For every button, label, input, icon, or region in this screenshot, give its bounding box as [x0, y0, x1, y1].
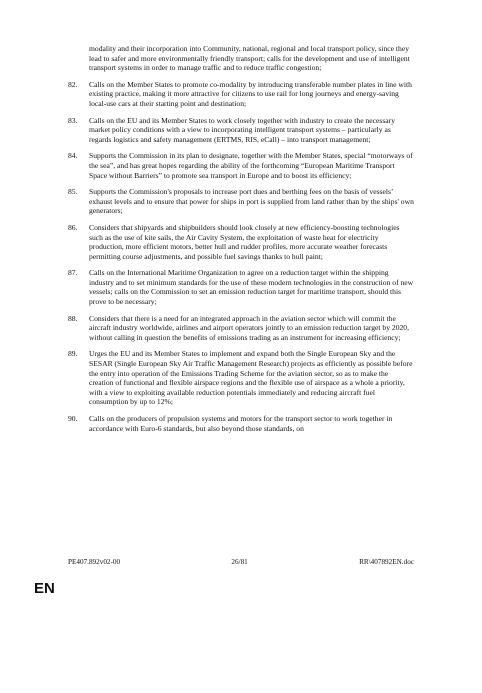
paragraph-88 — [68, 314, 414, 343]
paragraph-90 — [68, 414, 414, 433]
paragraph-text: Considers that there is a need for an integrated approach in the aviation sector which will commit the aircraft industry worldwide, airlines and airport operators jointly to an emission reduction target by 2020, without calling in question the benefits of emissions trading as an instrument for increasing efficiency; — [89, 313, 409, 342]
paragraph-number: 89. — [68, 349, 78, 359]
footer-page-number: 26/81 — [231, 558, 248, 566]
paragraph-number: 85. — [68, 187, 78, 197]
page-footer — [68, 558, 414, 567]
paragraph-text: Calls on the EU and its Member States to work closely together with industry to create the necessary market policy conditions with a view to incorporating intelligent transport systems – particularly as regards logistics and safety management (ERTMS, RIS, eCall) – into transport management; — [89, 115, 395, 144]
paragraph-text: Urges the EU and its Member States to implement and expand both the Single European Sky and the SESAR (Single European Sky Air Traffic Management Research) projects as efficiently as possible before the entry into operation of the Emissions Trading Scheme for the aviation sector, so as to make the creation of functional and flexible airspace regions and the flexible use of airspace as a whole a priority, with a view to exploiting available reduction potentials immediately and reducing aircraft fuel consumption by up to 12%; — [89, 349, 413, 407]
paragraph-number: 88. — [68, 313, 78, 323]
paragraph-text: Supports the Commission in its plan to designate, together with the Member States, special “motorways of the sea”, and has great hopes regarding the ability of the forthcoming “European Maritime Transport Space without Barriers” to promote sea transport in Europe and to boost its efficiency; — [89, 151, 413, 180]
document-body — [68, 44, 414, 440]
paragraph-83 — [68, 116, 414, 145]
paragraph-number: 87. — [68, 268, 78, 278]
intro-paragraph: modality and their incorporation into Community, national, regional and local transport policy, since they lead to safer and more environmentally friendly transport; calls for the development and use of intelligent transport systems in order to manage traffic and to reduce traffic congestion; — [89, 44, 410, 73]
paragraph-87 — [68, 268, 414, 306]
paragraph-number: 82. — [68, 79, 78, 89]
paragraph-text: Calls on the Member States to promote co-modality by introducing transferable number plates in line with existing practice, making it more attractive for citizens to use rail for long journeys and energy-saving local-use cars at their starting point and destination; — [89, 79, 412, 108]
footer-file-name: RR\407892EN.doc — [359, 558, 414, 566]
paragraph-number: 90. — [68, 414, 78, 423]
paragraph-84 — [68, 151, 414, 180]
footer-document-reference: PE407.892v02-00 — [68, 558, 121, 566]
paragraph-82 — [68, 80, 414, 109]
paragraph-text: Calls on the International Maritime Organization to agree on a reduction target within the shipping industry and to set minimum standards for the use of these modern technologies in the construction of new vessels; calls on the Commission to set an emission reduction target for maritime transport, should this prove to be necessary; — [89, 268, 414, 307]
paragraph-text: Supports the Commission's proposals to increase port dues and berthing fees on the basis of vessels’ exhaust levels and to ensure that power for ships in port is supplied from land rather than by the ships' own generators; — [89, 187, 414, 216]
paragraph-text: Considers that shipyards and shipbuilders should look closely at new efficiency-boosting technologies such as the use of kite sails, the Air Cavity System, the exploitation of waste heat for electricity production, more efficient motors, better hull and rudder profiles, more accurate weather forecasts permitting course adjustments, and possible fuel savings thanks to hull paint; — [89, 222, 400, 261]
paragraph-number: 84. — [68, 151, 78, 161]
paragraph-text: Calls on the producers of propulsion systems and motors for the transport sector to work together in accordance with Euro-6 standards, but also beyond those standards, on — [89, 414, 393, 433]
paragraph-number: 86. — [68, 222, 78, 232]
paragraph-89 — [68, 349, 414, 407]
paragraph-86 — [68, 223, 414, 261]
paragraph-number: 83. — [68, 115, 78, 125]
language-label: EN — [34, 580, 55, 597]
paragraph-85 — [68, 187, 414, 216]
